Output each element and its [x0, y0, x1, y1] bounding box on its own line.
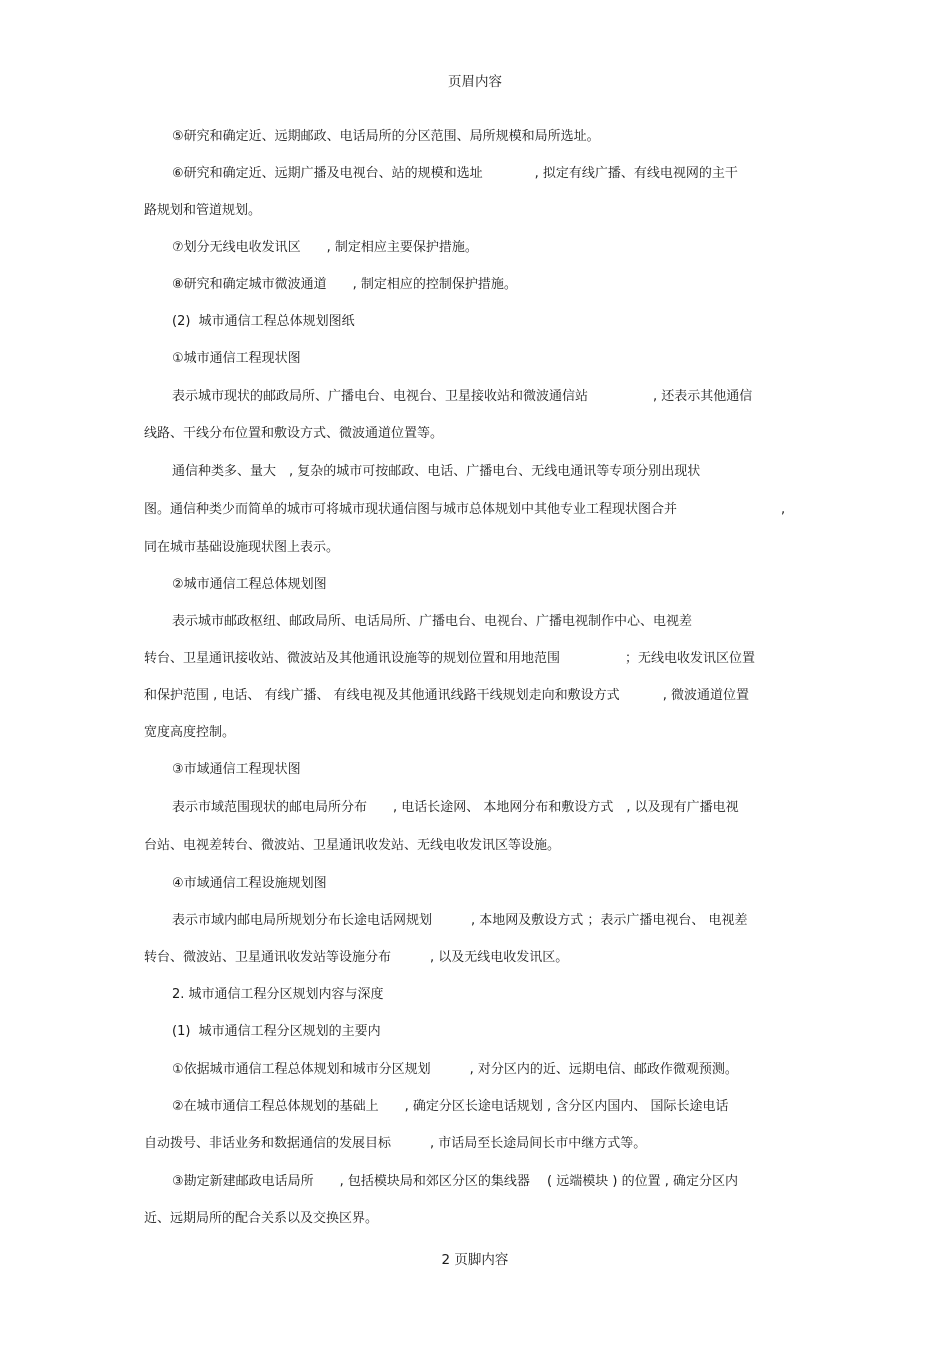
text-line: 图。通信种类少而简单的城市可将城市现状通信图与城市总体规划中其他专业工程现状图合并 , — [144, 502, 786, 517]
text-line: ⑥研究和确定近、远期广播及电视台、站的规模和选址 , 拟定有线广播、有线电视网的主干 — [172, 166, 738, 181]
text-line: ④市域通信工程设施规划图 — [172, 876, 327, 891]
text-line: 表示城市现状的邮政局所、广播电台、电视台、卫星接收站和微波通信站 , 还表示其他通信 — [172, 389, 753, 404]
text-line: 通信种类多、量大 , 复杂的城市可按邮政、电话、广播电台、无线电通讯等专项分别出现状 — [172, 464, 701, 479]
text-line: ⑤研究和确定近、远期邮政、电话局所的分区范围、局所规模和局所选址。 — [172, 129, 600, 144]
text-line: ⑧研究和确定城市微波通道 , 制定相应的控制保护措施。 — [172, 277, 517, 292]
text-line: 自动拨号、非话业务和数据通信的发展目标 , 市话局至长途局间长市中继方式等。 — [144, 1136, 647, 1151]
text-line: ②在城市通信工程总体规划的基础上 , 确定分区长途电话规划 , 含分区内国内、 国际长途电话 — [172, 1099, 729, 1114]
text-line: 表示市域内邮电局所规划分布长途电话网规划 , 本地网及敷设方式 ；表示广播电视台、 电视差 — [172, 913, 748, 928]
text-line: ③勘定新建邮政电话局所 , 包括模块局和郊区分区的集线器 ( 远端模块 ) 的位置 , 确定分区内 — [172, 1174, 738, 1189]
text-line: ②城市通信工程总体规划图 — [172, 577, 327, 592]
page-footer: 2 页脚内容 — [441, 1252, 509, 1268]
text-line: 宽度高度控制。 — [144, 725, 236, 740]
text-line: 2. 城市通信工程分区规划内容与深度 — [172, 987, 384, 1002]
page-header: 页眉内容 — [448, 74, 502, 90]
text-line: 表示城市邮政枢纽、邮政局所、电话局所、广播电台、电视台、广播电视制作中心、电视差 — [172, 614, 693, 629]
text-line: (1) 城市通信工程分区规划的主要内 — [172, 1024, 381, 1039]
text-line: 近、远期局所的配合关系以及交换区界。 — [144, 1211, 379, 1226]
text-line: (2) 城市通信工程总体规划图纸 — [172, 314, 355, 329]
text-line: 和保护范围 , 电话、 有线广播、 有线电视及其他通讯线路干线规划走向和敷设方式 , 微波通道位置 — [144, 688, 750, 703]
text-line: ⑦划分无线电收发讯区 , 制定相应主要保护措施。 — [172, 240, 478, 255]
text-line: 路规划和管道规划。 — [144, 203, 262, 218]
text-line: 转台、卫星通讯接收站、微波站及其他通讯设施等的规划位置和用地范围 ；无线电收发讯区位置 — [144, 651, 756, 666]
text-line: 同在城市基础设施现状图上表示。 — [144, 540, 340, 555]
text-line: 台站、电视差转台、微波站、卫星通讯收发站、无线电收发讯区等设施。 — [144, 838, 561, 853]
text-line: ①城市通信工程现状图 — [172, 351, 301, 366]
text-line: ①依据城市通信工程总体规划和城市分区规划 , 对分区内的近、远期电信、邮政作微观预测。 — [172, 1062, 738, 1077]
text-line: ③市域通信工程现状图 — [172, 762, 301, 777]
text-line: 表示市域范围现状的邮电局所分布 , 电话长途网、 本地网分布和敷设方式 , 以及现有广播电视 — [172, 800, 739, 815]
text-line: 线路、干线分布位置和敷设方式、微波通道位置等。 — [144, 426, 444, 441]
text-line: 转台、微波站、卫星通讯收发站等设施分布 , 以及无线电收发讯区。 — [144, 950, 569, 965]
